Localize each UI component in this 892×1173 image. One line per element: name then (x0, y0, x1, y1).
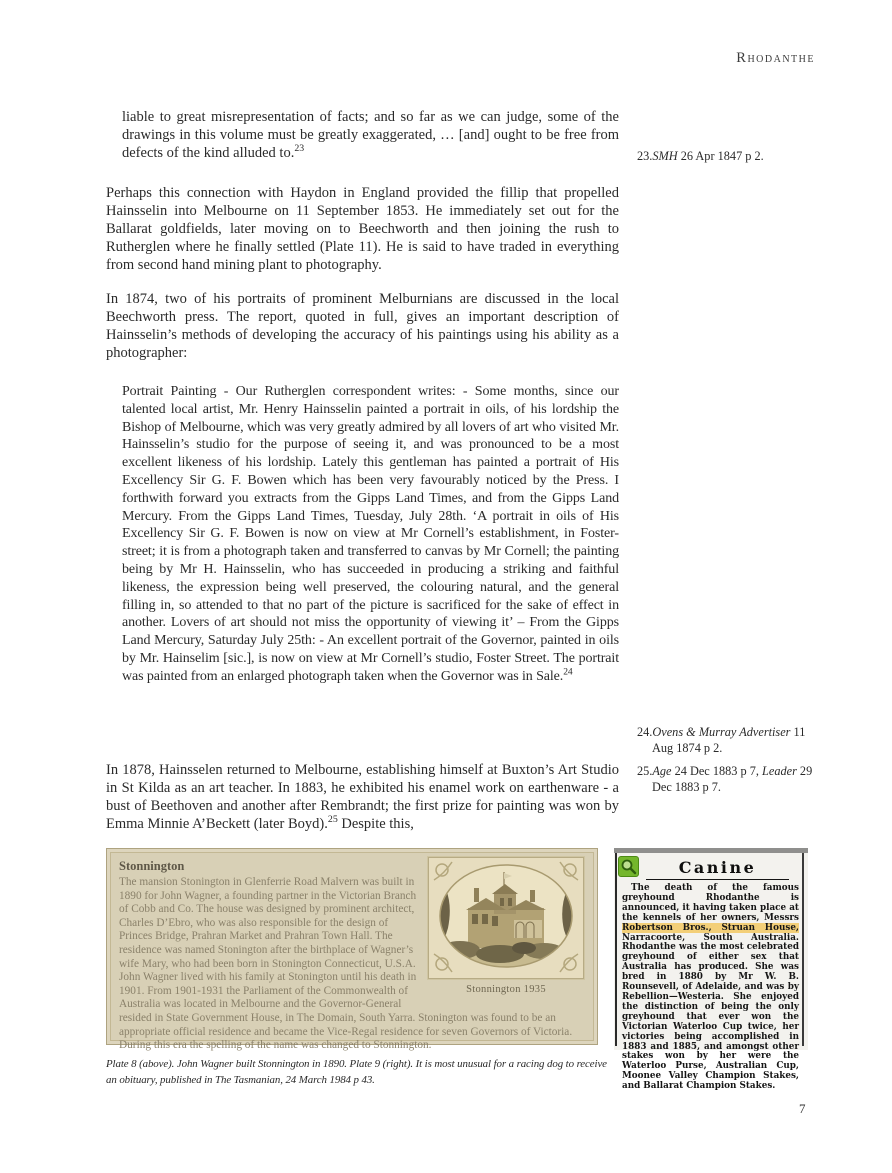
note-number: 23. (637, 149, 653, 163)
paragraph-3-text: In 1878, Hainsselen returned to Melbourne, establishing himself at Buxton’s Art Studio in St Kilda as an art teacher. In 1883, he exhibited his enamel work on earthenware - a bust of Beethoven and another after Rembrandt; the first prize for painting was won by Emma Minnie A’Beckett (later Boyd). (106, 762, 619, 832)
note-source-italic: SMH (652, 149, 678, 163)
footnote-ref-24: 24 (563, 667, 573, 678)
note-source-italic: Leader (762, 764, 797, 778)
paragraph-1: Perhaps this connection with Haydon in England provided the fillip that propelled Hainsselin into Melbourne on 11 September 1853. He immediately set out for the Ballarat goldfields, later moving on to Beechworth and then joining the rush to Rutherglen where he finally settled (Plate 11). He is said to have traded in everything from second hand mining plant to photography. (106, 185, 619, 273)
plate-8-stonnington-box (106, 848, 598, 1052)
note-number: 25. (637, 764, 653, 778)
page-number: 7 (799, 1101, 806, 1116)
stonnington-box-heading: Stonnington (119, 859, 185, 873)
footnote-ref-23: 23 (294, 143, 305, 155)
clipping-headline: Canine (646, 857, 789, 880)
running-header: Rhodanthe (736, 50, 815, 66)
footnote-ref-25: 25 (327, 814, 338, 826)
clipping-text: The death of the famous greyhound Rhodanthe is announced, it having taken place at the kennels of her owners, Messrs (622, 883, 799, 923)
stonnington-photo-block (427, 857, 585, 995)
paragraph-3-text-cont: Despite this, (337, 816, 414, 832)
block-quote-2 (122, 383, 619, 686)
note-number: 24. (637, 725, 653, 739)
clipping-body (622, 884, 799, 1092)
plate-caption: Plate 8 (above). John Wagner built Stonnington in 1890. Plate 9 (right). It is most unusual for a racing dog to receive an obituary, published in The Tasmanian, 24 March 1984 p 43. (106, 1058, 607, 1086)
stonnington-photo-caption: Stonnington 1935 (466, 984, 546, 995)
margin-note-25 (637, 764, 827, 795)
stonnington-photo (428, 857, 584, 979)
margin-note-24 (637, 725, 827, 756)
plate-9-newspaper-clipping (614, 848, 808, 1092)
clipping-text-cont: Narracoorte, South Australia. Rhodanthe was the most celebrated greyhound of either sex that Australia has produced. She was bred in 1880 by Mr W. B. Rounsevell, of Adelaide, and was by Rebellion—Westeria. She enjoyed the distinction of being the only greyhound that ever won the Victorian Waterloo Cup twice, her victories being accomplished in 1883 and 1885, and amongst other stakes won by her were the Waterloo Purse, Australian Cup, Moonee Valley Champion Stakes, and Ballarat Champion Stakes. (622, 932, 799, 1092)
note-source-italic: Ovens & Murray Advertiser (652, 725, 791, 739)
paragraph-2: In 1874, two of his portraits of prominent Melburnians are discussed in the local Beechworth press. The report, quoted in full, gives an important description of Hainsselin’s methods of developing the accuracy of his paintings using his ability as a photographer: (106, 291, 619, 361)
magnifier-zoom-icon (618, 856, 639, 877)
block-quote-1 (122, 108, 619, 162)
stonnington-mansion-illustration (430, 858, 582, 976)
note-citation: 26 Apr 1847 p 2. (677, 149, 764, 163)
block-quote-2-text: Portrait Painting - Our Rutherglen correspondent writes: - Some months, since our talented local artist, Mr. Henry Hainsselin painted a portrait in oils, of his lordship the Bishop of Melbourne, which was very greatly admired by all lovers of art who visited Mr. Hainsselin’s studio for the purpose of seeing it, and was pronounced to be a most excellent likeness of his lordship. Lately this gentleman has painted a portrait of His Excellency Sir G. F. Bowen which has been very favourably noticed by the Press. I forthwith forward you extracts from the Gipps Land Times, and from the Gipps Land Mercury. From the Gipps Land Times, Tuesday, July 28th. ‘A portrait in oils of His Excellency Sir G. F. Bowen is now on view at Mr Cornell’s establishment, in Foster-street; it is from a photograph taken and transferred to canvas by Mr Cornell; the painting being by Mr H. Hainsselin, who has succeeded in producing a striking and faithful likeness, the expression being well preserved, the colouring natural, and the general filling in, so attended to that no part of the picture is sacrificed for the sake of effect in another. Lovers of art should not miss the opportunity of viewing it’ – From the Gipps Land Mercury, Saturday July 25th: - An excellent portrait of the Governor, painted in oils by Mr. Hainselim [sic.], is now on view at Mr Cornell’s studio, Foster Street. The portrait was painted from an enlarged photograph taken when the Governor was in Sale. (122, 384, 619, 684)
note-citation: 29 Dec 1883 p 7. (652, 764, 813, 794)
note-citation: 24 Dec 1883 p 7, (671, 764, 763, 778)
stonnington-box-body: The mansion Stonington in Glenferrie Road Malvern was built in 1890 for John Wagner, a founding partner in the Victorian Branch of Cobb and Co. The house was designed by prominent architect, Charles D’Ebro, who was also responsible for the design of Princes Bridge, Prahran Market and Prahran Town Hall. The residence was named Stonington after the birthplace of Wagner’s wife Mary, who had been born in Stonington Connecticut, U.S.A. John Wagner lived with his family at Stonington until his death in 1901. From 1901-1931 the Parliament of the Commonwealth of Australia was located in Melbourne and the Governor-General resided in State Government House, in The Domain, South Yarra. Stonington was found to be an appropriate official residence and became the Vice-Regal residence for seven Governors of Victoria. During this era the spelling of the name was changed to Stonnington. (119, 876, 573, 1052)
margin-note-23 (637, 149, 827, 165)
block-quote-1-text: liable to great misrepresentation of facts; and so far as we can judge, some of the drawings in this volume must be greatly exaggerated, … [and] ought to be free from defects of the kind alluded to. (122, 109, 619, 161)
note-citation: 11 Aug 1874 p 2. (652, 725, 806, 755)
search-term-highlight: Robertson Bros., Struan House, (622, 922, 799, 933)
paragraph-3 (106, 761, 619, 833)
note-source-italic: Age (652, 764, 672, 778)
